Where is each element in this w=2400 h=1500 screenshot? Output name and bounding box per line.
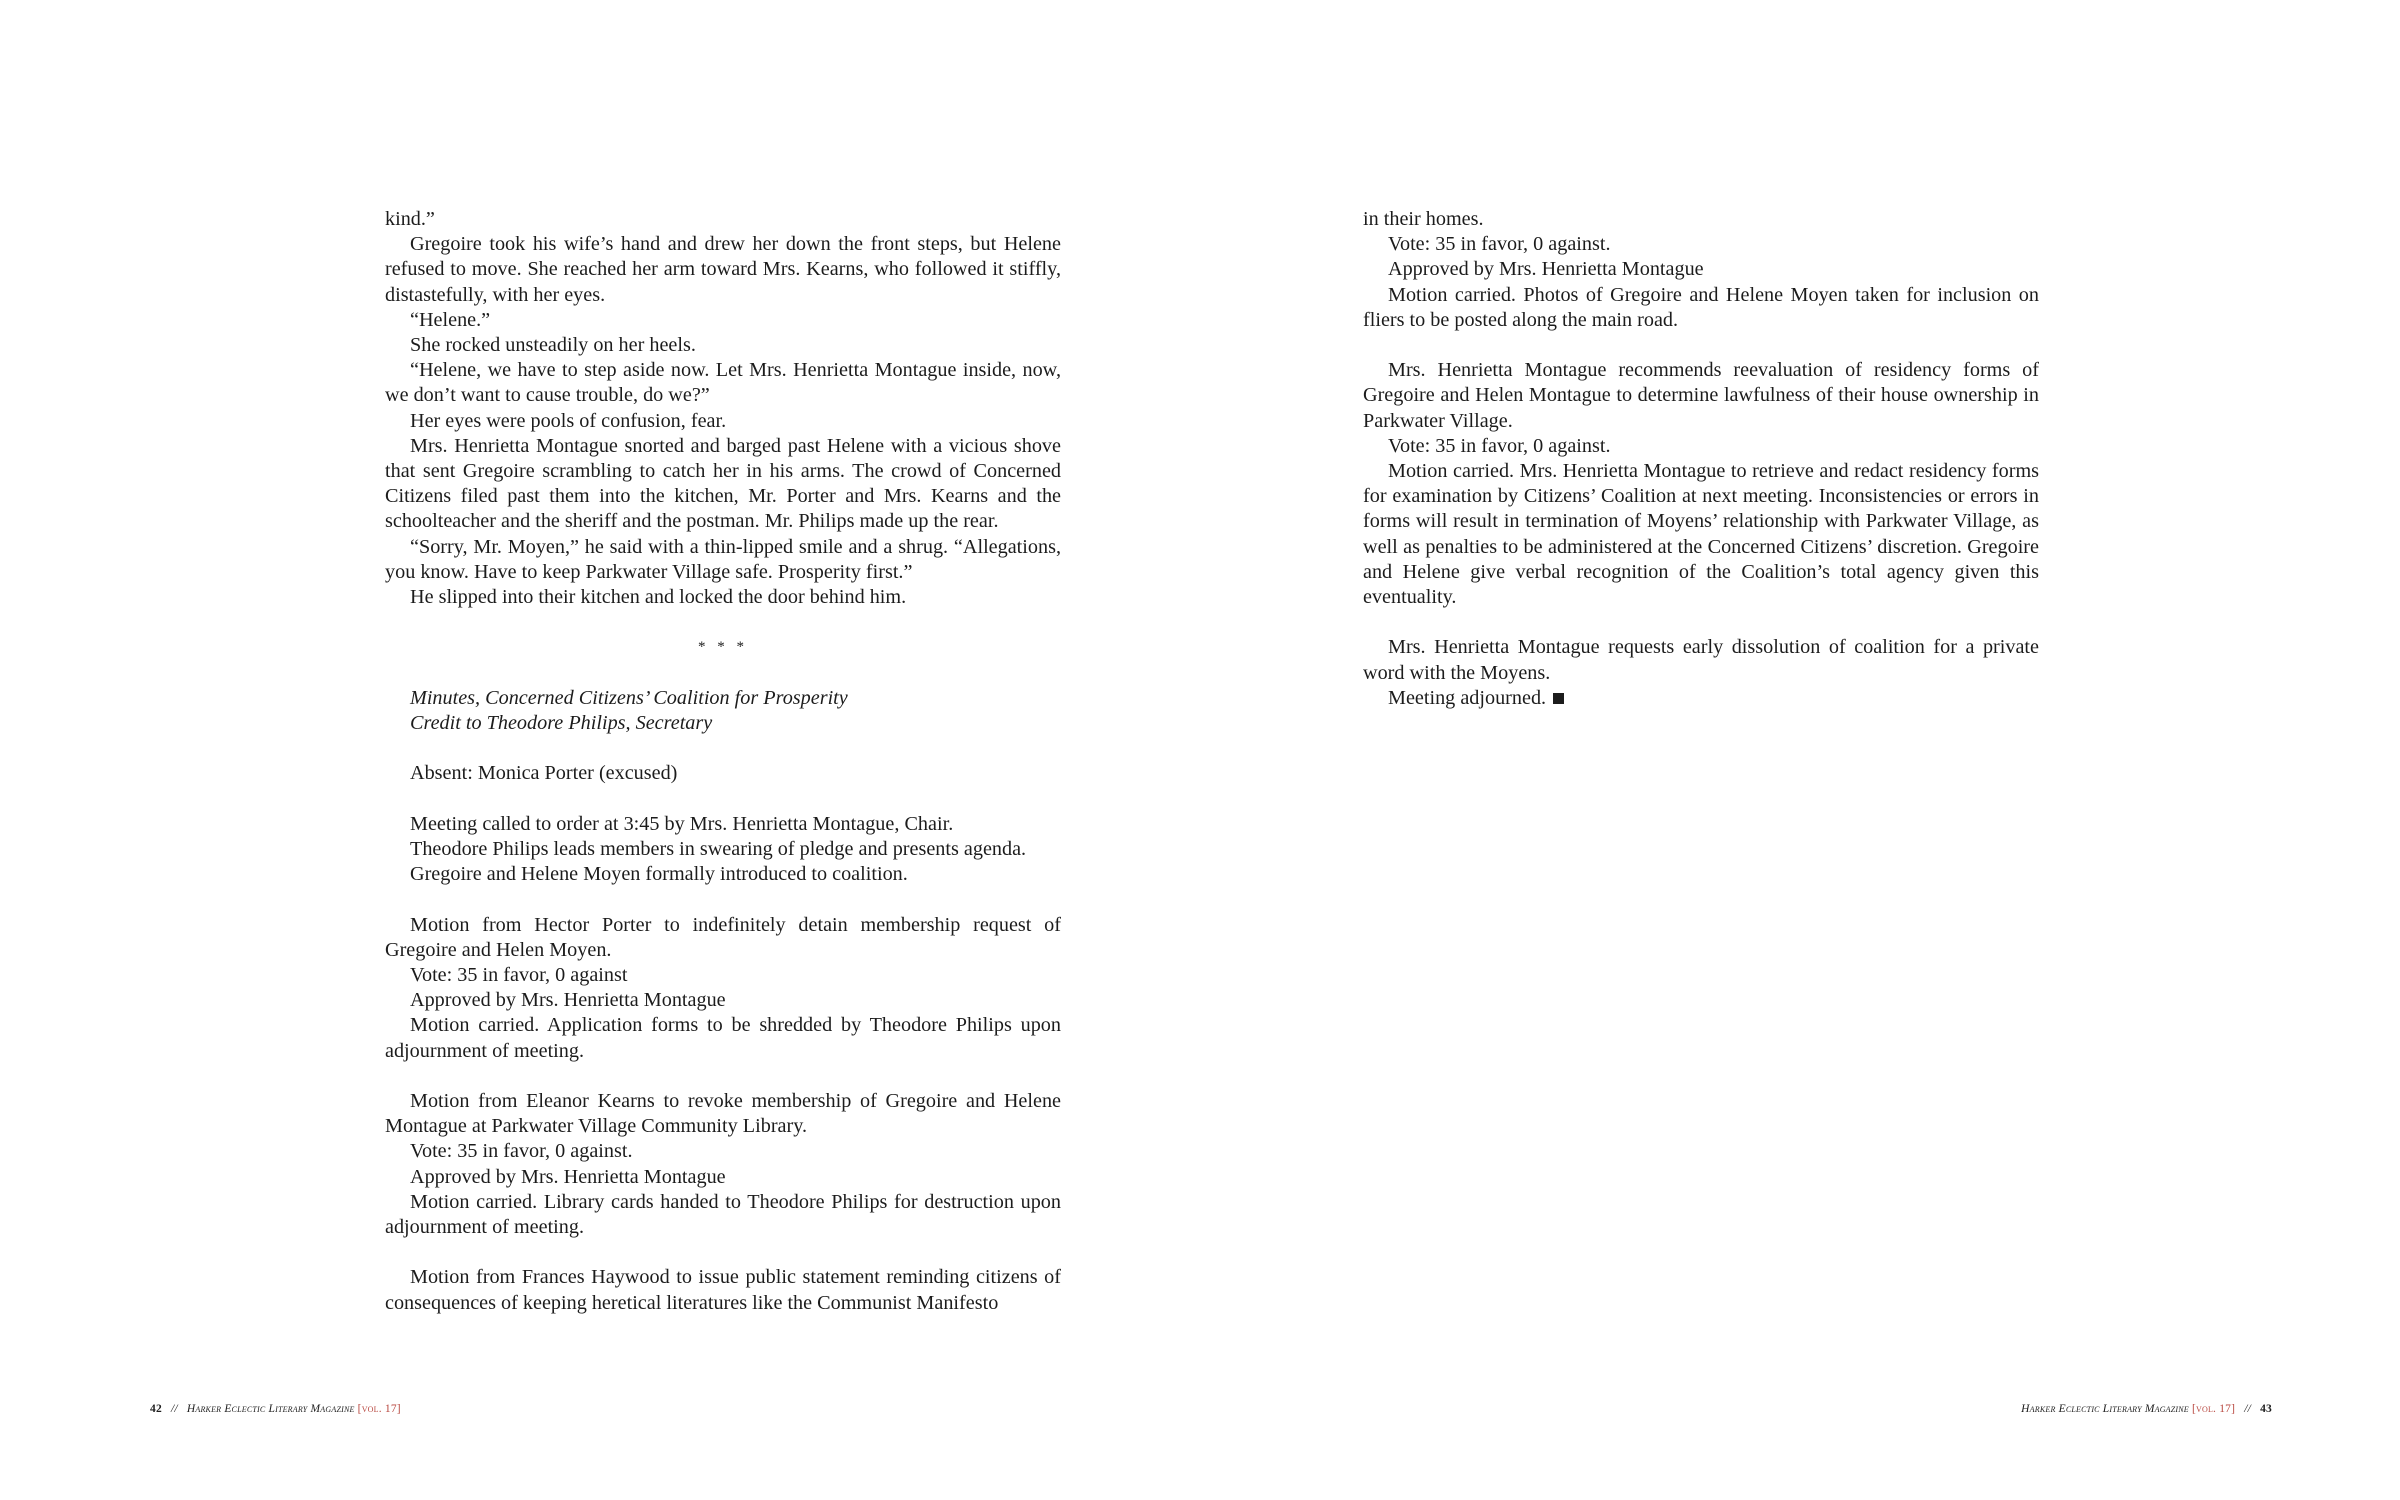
paragraph: Approved by Mrs. Henrietta Montague: [1388, 258, 1704, 281]
paragraph-spacer: [385, 661, 1061, 686]
page-number-right: 43: [2260, 1403, 2272, 1415]
section-break: * * *: [698, 639, 748, 656]
paragraph: Motion carried. Library cards handed to Theodore Philips for destruction upon adjournment of meeting.: [385, 1190, 1061, 1239]
paragraph: in their homes.: [1363, 208, 1484, 230]
paragraph: Mrs. Henrietta Montague recommends reevaluation of residency forms of Gregoire and Helen Montague to determine lawfulness of their house ownership in Parkwater Village.: [1363, 359, 2039, 432]
paragraph: Vote: 35 in favor, 0 against.: [1388, 233, 1611, 256]
paragraph: Her eyes were pools of confusion, fear.: [410, 409, 727, 432]
paragraph: Theodore Philips leads members in swearing of pledge and presents agenda.: [410, 838, 1027, 861]
paragraph: Motion carried. Photos of Gregoire and Helene Moyen taken for inclusion on fliers to be posted along the main road.: [1363, 283, 2039, 331]
paragraph-spacer: [385, 610, 1061, 635]
paragraph: Absent: Monica Porter (excused): [410, 762, 678, 785]
paragraph-spacer: [385, 1064, 1061, 1089]
right-page-footer: [2021, 1403, 2272, 1415]
paragraph: Credit to Theodore Philips, Secretary: [410, 712, 713, 735]
magazine-title: Harker Eclectic Literary Magazine: [186, 1403, 355, 1415]
paragraph: Gregoire and Helene Moyen formally introduced to coalition.: [410, 863, 908, 886]
left-page-text: [385, 207, 1061, 1316]
paragraph: Meeting called to order at 3:45 by Mrs. Henrietta Montague, Chair.: [410, 812, 954, 835]
magazine-title: Harker Eclectic Literary Magazine: [2021, 1403, 2189, 1415]
paragraph-spacer: [1363, 610, 2039, 635]
footer-separator: //: [2244, 1403, 2252, 1415]
paragraph-spacer: [385, 736, 1061, 761]
paragraph-spacer: [385, 1240, 1061, 1265]
paragraph: Meeting adjourned.: [1363, 686, 2039, 711]
page-number-left: 42: [150, 1403, 162, 1415]
paragraph: “Helene, we have to step aside now. Let Mrs. Henrietta Montague inside, now, we don’t want to cause trouble, do we?”: [385, 359, 1061, 407]
paragraph: “Sorry, Mr. Moyen,” he said with a thin-lipped smile and a shrug. “Allegations, you know. Have to keep Parkwater Village safe. Prosperity first.”: [385, 535, 1061, 583]
paragraph: Vote: 35 in favor, 0 against.: [410, 1140, 633, 1163]
paragraph: He slipped into their kitchen and locked the door behind him.: [410, 586, 907, 609]
volume-label: [vol. 17]: [357, 1403, 401, 1415]
paragraph: Minutes, Concerned Citizens’ Coalition for Prosperity: [410, 686, 848, 709]
paragraph: Gregoire took his wife’s hand and drew her down the front steps, but Helene refused to move. She reached her arm toward Mrs. Kearns, who followed it stiffly, distastefully, with her eyes.: [385, 233, 1061, 306]
paragraph: kind.”: [385, 208, 435, 230]
paragraph-spacer: [1363, 333, 2039, 358]
paragraph: Motion from Hector Porter to indefinitely detain membership request of Gregoire and Helen Moyen.: [385, 913, 1061, 961]
paragraph: Motion carried. Mrs. Henrietta Montague to retrieve and redact residency forms for examination by Citizens’ Coalition at next meeting. Inconsistencies or errors in forms will result in termination of Moyens’ relationship with Parkwater Village, as well as penalties to be administered at the Concerned Citizens’ discretion. Gregoire and Helene give verbal recognition of the Coalition’s total agency given this eventuality.: [1363, 460, 2039, 609]
paragraph: Vote: 35 in favor, 0 against: [410, 964, 628, 987]
paragraph-spacer: [385, 787, 1061, 812]
paragraph: Motion from Eleanor Kearns to revoke membership of Gregoire and Helene Montague at Parkwater Village Community Library.: [385, 1090, 1061, 1138]
end-mark-icon: [1553, 693, 1564, 704]
paragraph: Mrs. Henrietta Montague requests early dissolution of coalition for a private word with the Moyens.: [1363, 636, 2039, 684]
paragraph: Mrs. Henrietta Montague snorted and barged past Helene with a vicious shove that sent Gregoire scrambling to catch her in his arms. The crowd of Concerned Citizens filed past them into the kitchen, Mr. Porter and Mrs. Kearns and the schoolteacher and the sheriff and the postman. Mr. Philips made up the rear.: [385, 434, 1061, 533]
left-page-footer: [150, 1403, 401, 1415]
footer-separator: //: [170, 1403, 178, 1415]
paragraph: “Helene.”: [410, 308, 491, 331]
paragraph: Approved by Mrs. Henrietta Montague: [410, 989, 726, 1012]
paragraph: Vote: 35 in favor, 0 against.: [1388, 434, 1611, 457]
paragraph-spacer: [385, 887, 1061, 912]
paragraph: She rocked unsteadily on her heels.: [410, 334, 696, 357]
paragraph: Motion carried. Application forms to be shredded by Theodore Philips upon adjournment of meeting.: [385, 1014, 1061, 1062]
paragraph: Motion from Frances Haywood to issue public statement reminding citizens of consequences of keeping heretical literatures like the Communist Manifesto: [385, 1266, 1061, 1314]
right-page-text: [1363, 207, 2039, 711]
paragraph: Approved by Mrs. Henrietta Montague: [410, 1165, 726, 1188]
volume-label: [vol. 17]: [2191, 1403, 2236, 1415]
